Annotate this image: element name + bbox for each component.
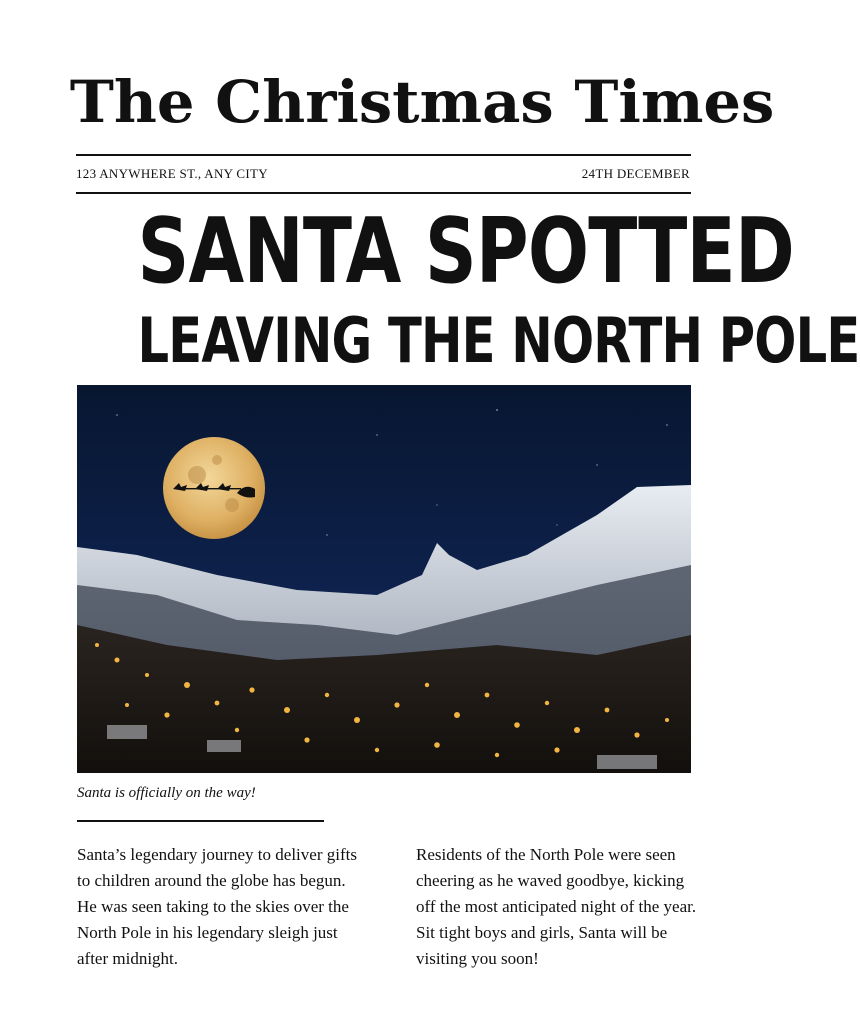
date-line: 24TH DECEMBER — [581, 166, 690, 181]
caption-rule — [77, 820, 324, 822]
masthead-rule-top — [76, 154, 691, 156]
masthead-title: The Christmas Times — [69, 68, 775, 136]
headline-sub: LEAVING THE NORTH POLE — [137, 304, 860, 377]
night-village-illustration — [77, 385, 691, 773]
news-photo — [77, 385, 691, 773]
address-line: 123 ANYWHERE ST., ANY CITY — [76, 166, 268, 181]
photo-caption: Santa is officially on the way! — [77, 785, 256, 801]
headline-main: SANTA SPOTTED — [137, 199, 794, 304]
article-column-right: Residents of the North Pole were seen cheering as he waved goodbye, kicking off the most anticipated night of the year. Sit tight boys and girls, Santa will be visiting you soon! — [416, 845, 697, 968]
masthead-rule-bottom — [76, 192, 691, 194]
article-column-left: Santa’s legendary journey to deliver gifts to children around the globe has begun. He was seen taking to the skies over the North Pole in his legendary sleigh just after midnight. — [77, 845, 357, 968]
